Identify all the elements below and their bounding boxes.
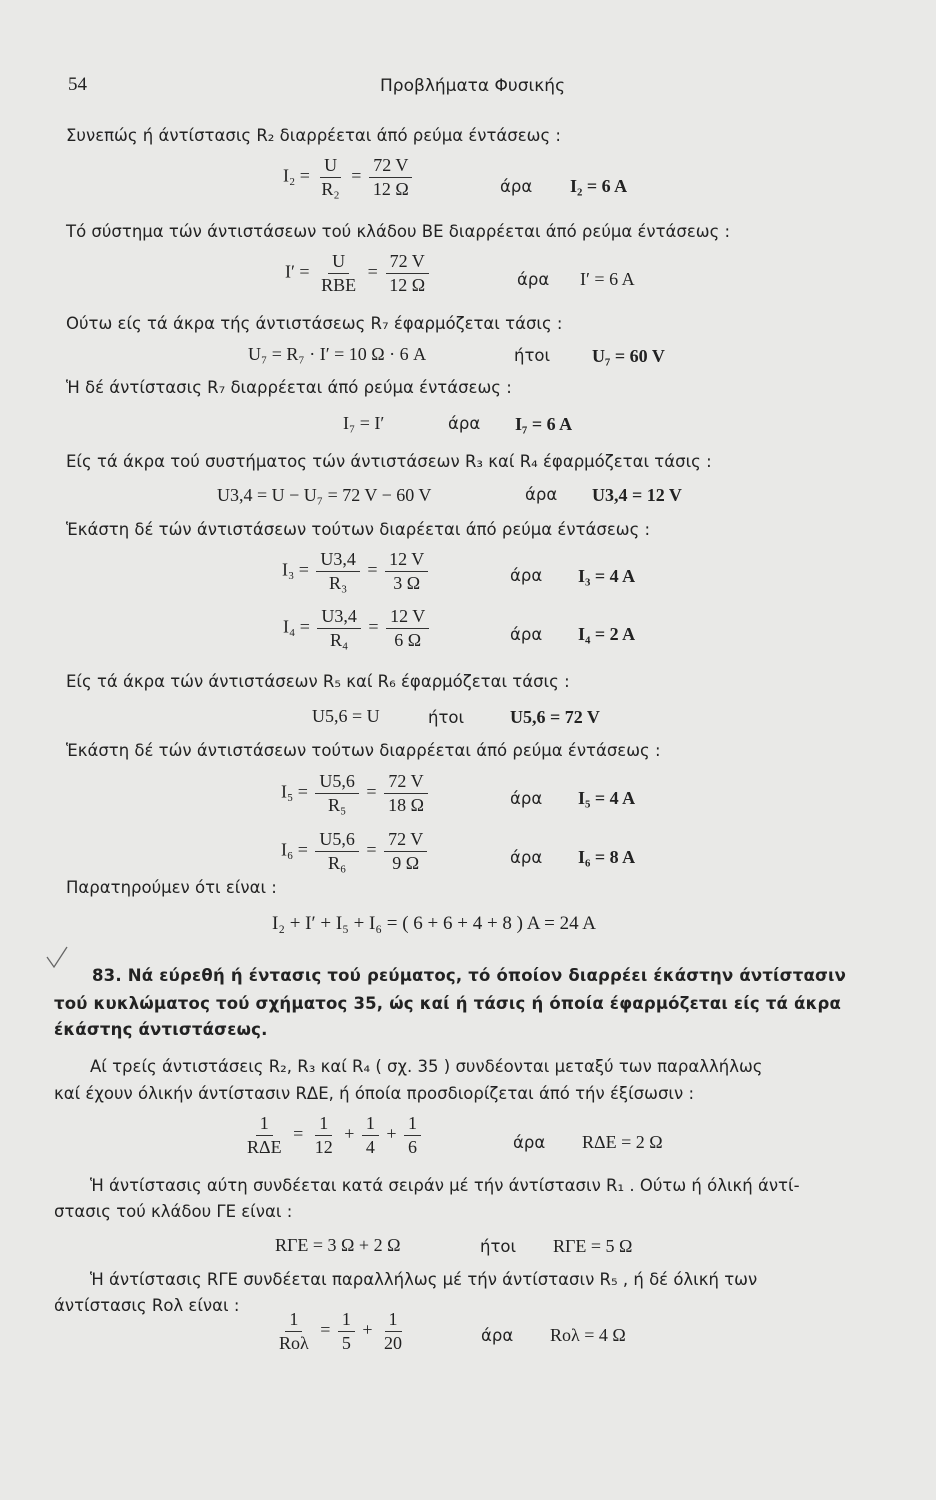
text-line: Είς τά άκρα τού συστήματος τών άντιστάσεων R₃ καί R₄ έφαρμόζεται τάσις : [66,452,712,471]
text-line: άντίστασις Rολ είναι : [54,1296,240,1315]
result-rge: RΓΕ = 5 Ω [553,1236,633,1256]
problem-statement: 83. Νά εύρεθή ή έντασις τού ρεύματος, τό όποίον διαρρέει έκάστην άντίστασιν [92,966,847,985]
ara-word: άρα [513,1133,546,1152]
result-rde: RΔΕ = 2 Ω [582,1132,663,1152]
text-line: στασις τού κλάδου ΓΕ είναι : [54,1202,293,1221]
ara-word: άρα [510,566,543,585]
etoi-word: ήτοι [428,708,465,727]
problem-statement-line: τού κυκλώματος τού σχήματος 35, ώς καί ή τάσις ή όποία έφαρμόζεται είς τά άκρα [54,994,842,1013]
result-i7: I₇ = 6 A [515,414,573,434]
etoi-word: ήτοι [514,346,551,365]
ara-word: άρα [517,270,550,289]
equation-i6: I₆ = $\frac{U5,6}{\text{R₆}}$ = $\frac{72 V}{9 \Omega}$ [281,830,430,873]
text-line: Παρατηρούμεν ότι είναι : [66,878,277,897]
result-i3: I₃ = 4 A [578,566,636,586]
equation-rde: $\frac{1}{\text{RΔΕ}}$ = $\frac{1}{12}$ + $\frac{1}{4}$ + $\frac{1}{6}$ [240,1114,424,1157]
text-line: Ούτω είς τά άκρα τής άντιστάσεως R₇ έφαρμόζεται τάσις : [66,314,563,333]
ara-word: άρα [525,485,558,504]
equation-i4: I₄ = $\frac{U3,4}{\text{R₄}}$ = $\frac{12 V}{6 \Omega}$ [283,607,432,650]
text-line: Τό σύστημα τών άντιστάσεων τού κλάδου ΒΕ διαρρέεται άπό ρεύμα έντάσεως : [66,222,731,241]
result-u56: U5,6 = 72 V [510,707,600,727]
text-line: Ἡ δέ άντίστασις R₇ διαρρέεται άπό ρεύμα έντάσεως : [66,378,512,397]
text-line: Αί τρείς άντιστάσεις R₂, R₃ καί R₄ ( σχ. 35 ) συνδέονται μεταξύ των παραλλήλως [90,1057,763,1076]
result-u7: U₇ = 60 V [592,346,665,366]
equation-i5: I₅ = $\frac{U5,6}{\text{R₅}}$ = $\frac{72 V}{18 \Omega}$ [281,772,431,815]
result-iprime: I′ = 6 A [580,269,635,289]
equation-iprime: I′ = $\frac{U}{\text{RΒΕ}}$ = $\frac{72 V}{12 \Omega}$ [285,252,432,295]
result-i2: I₂ = 6 A [570,176,628,196]
result-i5: I₅ = 4 A [578,788,636,808]
ara-word: άρα [500,177,533,196]
text-line: Είς τά άκρα τών άντιστάσεων R₅ καί R₆ έφαρμόζεται τάσις : [66,672,570,691]
result-u34: U3,4 = 12 V [592,485,682,505]
text-line: Συνεπώς ή άντίστασις R₂ διαρρέεται άπό ρεύμα έντάσεως : [66,126,561,145]
equation-u34: U3,4 = U − U₇ = 72 V − 60 V [217,485,432,505]
result-i6: I₆ = 8 A [578,847,636,867]
ara-word: άρα [510,789,543,808]
equation-i2: I₂ = $\frac{U}{\text{R₂}}$ = $\frac{72 V}{12 \Omega}$ [283,156,416,199]
equation-u7: U₇ = R₇ · I′ = 10 Ω · 6 A [248,344,427,364]
equation-rol: $\frac{1}{\text{Rολ}}$ = $\frac{1}{5}$ + $\frac{1}{20}$ [279,1309,403,1353]
equation-i3: I₃ = $\frac{U3,4}{\text{R₃}}$ = $\frac{12 V}{3 \Omega}$ [282,550,431,593]
problem-statement-line: έκάστης άντιστάσεως. [54,1020,268,1039]
etoi-word: ήτοι [480,1237,517,1256]
text-line: Ἑκάστη δέ τών άντιστάσεων τούτων διαρρέεται άπό ρεύμα έντάσεως : [66,741,661,760]
running-title: Προβλήματα Φυσικής [380,76,566,96]
check-mark-icon [45,945,75,975]
equation-rge: RΓΕ = 3 Ω + 2 Ω [275,1235,401,1255]
text-line: Ἡ άντίστασις αύτη συνδέεται κατά σειράν μέ τήν άντίστασιν R₁ . Ούτω ή όλική άντί- [90,1176,800,1195]
ara-word: άρα [510,625,543,644]
ara-word: άρα [510,848,543,867]
ara-word: άρα [448,414,481,433]
text-line: καί έχουν όλικήν άντίστασιν RΔΕ, ή όποία προσδιορίζεται άπό τήν έξίσωσιν : [54,1084,695,1103]
result-rol: Rολ = 4 Ω [550,1325,626,1345]
text-line: Ἑκάστη δέ τών άντιστάσεων τούτων διαρέεται άπό ρεύμα έντάσεως : [66,520,651,539]
ara-word: άρα [481,1326,514,1345]
text-line: Ἡ άντίστασις RΓΕ συνδέεται παραλλήλως μέ τήν άντίστασιν R₅ , ή δέ όλική των [90,1270,758,1289]
equation-i7: I₇ = I′ [343,413,385,433]
problem-number: 83. [92,966,122,985]
result-i4: I₄ = 2 A [578,624,636,644]
equation-sum: I₂ + I′ + I₅ + I₆ = ( 6 + 6 + 4 + 8 ) A = 24 A [272,913,597,934]
page-number: 54 [68,74,87,95]
equation-u56: U5,6 = U [312,706,380,726]
